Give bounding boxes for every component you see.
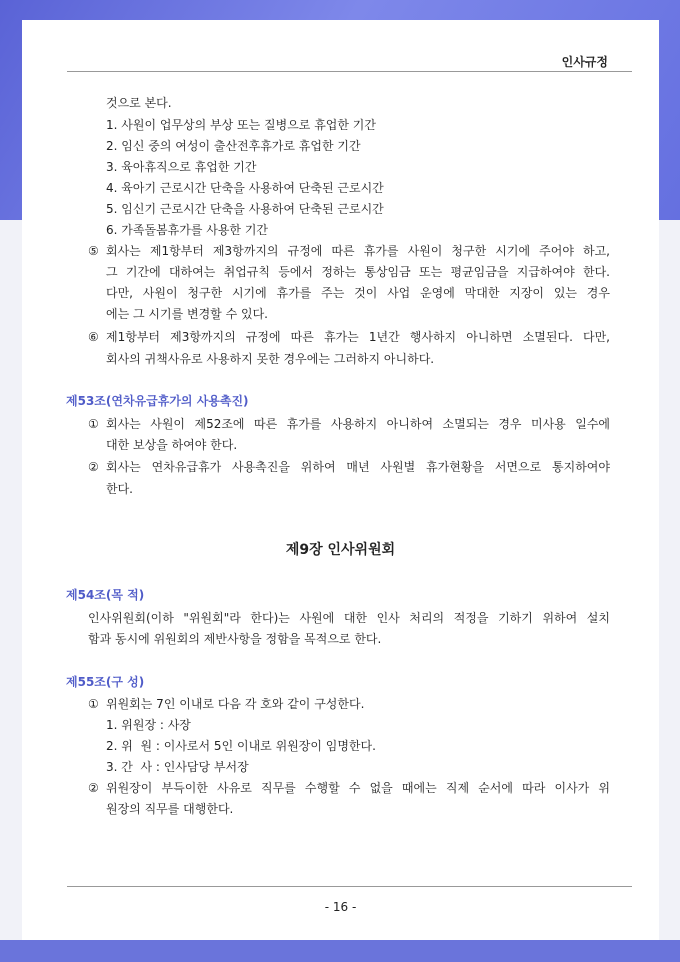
article-text: 인사위원회(이하 "위원회"라 한다)는 사원에 대한 인사 처리의 적정을 기하기 위하여 설치: [88, 611, 610, 625]
chapter-title: 제9장 인사위원회: [285, 542, 396, 558]
list-item: 2. 임신 중의 여성이 출산전후휴가로 휴업한 기간: [106, 139, 361, 153]
list-item: 5. 임신기 근로시간 단축을 사용하여 단축된 근로시간: [106, 202, 384, 216]
list-item: 3. 간 사 : 인사담당 부서장: [106, 760, 249, 774]
header-divider: [67, 71, 632, 72]
list-item: 1. 사원이 업무상의 부상 또는 질병으로 휴업한 기간: [106, 118, 376, 132]
list-item: 2. 위 원 : 이사로서 5인 이내로 위원장이 임명한다.: [106, 739, 376, 753]
header-title: 인사규정: [561, 55, 608, 69]
list-item: 1. 위원장 : 사장: [106, 718, 191, 732]
article-heading-55: 제55조(구 성): [66, 675, 145, 689]
clause-text: 회사는 사원이 제52조에 따른 휴가를 사용하지 아니하여 소멸되는 경우 미사용 일수에: [106, 417, 610, 431]
clause-marker: ⑤: [88, 244, 99, 258]
list-item: 3. 육아휴직으로 휴업한 기간: [106, 160, 257, 174]
clause-marker: ⑥: [88, 330, 99, 344]
clause-text: 회사는 제1항부터 제3항까지의 규정에 따른 휴가를 사원이 청구한 시기에 주어야 하고,: [106, 244, 610, 258]
clause-text: 대한 보상을 하여야 한다.: [106, 438, 238, 452]
article-text: 함과 동시에 위원회의 제반사항을 정함을 목적으로 한다.: [88, 632, 382, 646]
clause-text: 다만, 사원이 청구한 시기에 휴가를 주는 것이 사업 운영에 막대한 지장이 있는 경우: [106, 286, 610, 300]
clause-text: 위원회는 7인 이내로 다음 각 호와 같이 구성한다.: [106, 697, 365, 711]
clause-text: 원장의 직무를 대행한다.: [106, 802, 234, 816]
clause-text: 에는 그 시기를 변경할 수 있다.: [106, 307, 268, 321]
clause-marker: ①: [88, 417, 99, 431]
clause-text: 회사는 연차유급휴가 사용촉진을 위하여 매년 사원별 휴가현황을 서면으로 통지하여야: [106, 460, 610, 474]
article-heading-54: 제54조(목 적): [66, 588, 145, 602]
background-bottom-band: [0, 940, 680, 962]
clause-text: 한다.: [106, 482, 133, 496]
list-item: 6. 가족돌봄휴가를 사용한 기간: [106, 223, 268, 237]
clause-text: 회사의 귀책사유로 사용하지 못한 경우에는 그러하지 아니하다.: [106, 352, 435, 366]
clause-text: 그 기간에 대하여는 취업규칙 등에서 정하는 통상임금 또는 평균임금을 지급하여야 한다.: [106, 265, 610, 279]
text-line: 것으로 본다.: [106, 96, 172, 110]
clause-marker: ①: [88, 697, 99, 711]
clause-marker: ②: [88, 460, 99, 474]
clause-text: 위원장이 부득이한 사유로 직무를 수행할 수 없을 때에는 직제 순서에 따라 이사가 위: [106, 781, 610, 795]
page-number: - 16 -: [324, 900, 357, 914]
clause-text: 제1항부터 제3항까지의 규정에 따른 휴가는 1년간 행사하지 아니하면 소멸된다. 다만,: [106, 330, 610, 344]
document-page: [22, 20, 659, 940]
clause-marker: ②: [88, 781, 99, 795]
footer-divider: [67, 886, 632, 887]
list-item: 4. 육아기 근로시간 단축을 사용하여 단축된 근로시간: [106, 181, 384, 195]
article-heading-53: 제53조(연차유급휴가의 사용촉진): [66, 394, 249, 408]
